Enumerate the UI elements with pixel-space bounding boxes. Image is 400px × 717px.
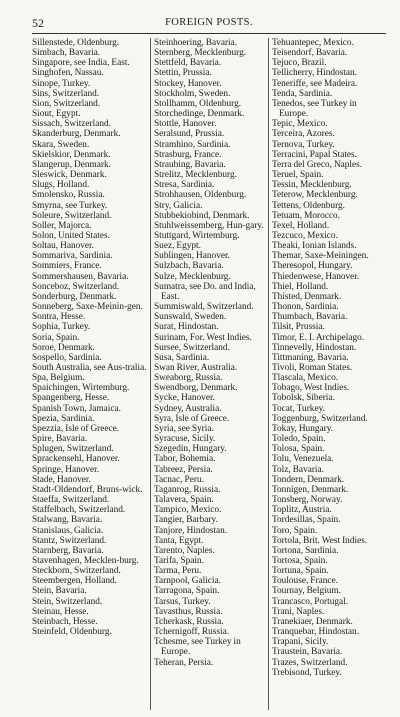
- place-entry: Skara, Sweden.: [32, 139, 90, 150]
- place-entry: Tolu, Venezuela.: [272, 454, 334, 465]
- place-entry: Susa, Sardinia.: [154, 352, 210, 363]
- place-entry: Traustein, Bavaria.: [272, 647, 343, 658]
- place-entry: Sleswick, Denmark.: [32, 170, 107, 181]
- place-entry: Tolz, Bavaria.: [272, 464, 324, 475]
- place-entry: Sursee, Switzerland.: [154, 342, 230, 353]
- place-entry: Tampico, Mexico.: [154, 505, 222, 516]
- place-entry: Sommiers, France.: [32, 261, 102, 272]
- place-entry: Tarifa, Spain.: [154, 555, 204, 566]
- place-entry: Soleure, Switzerland.: [32, 210, 112, 221]
- place-entry: Strelitz, Mecklenburg.: [154, 170, 237, 181]
- place-entry: Smolensko, Russia.: [32, 190, 105, 201]
- place-entry: Simbach, Bavaria.: [32, 48, 101, 59]
- place-entry: Tonsberg, Norway.: [272, 495, 343, 506]
- place-entry: Sonderburg, Denmark.: [32, 291, 117, 302]
- place-entry: Sycke, Hanover.: [154, 393, 215, 404]
- place-entry: Tordesillas, Spain.: [272, 515, 341, 526]
- place-entry: Themar, Saxe-Meiningen.: [272, 251, 369, 262]
- place-entry: Stettin, Prussia.: [154, 68, 212, 79]
- place-entry: Tenda, Sardinia.: [272, 88, 333, 99]
- place-entry: Sydney, Australia.: [154, 403, 222, 414]
- place-entry: Summiswald, Switzerland.: [154, 302, 254, 313]
- place-entry: Teneriffe, see Madeira.: [272, 78, 358, 89]
- place-entry: Spire, Bavaria.: [32, 434, 88, 445]
- place-entry: Talavera, Spain.: [154, 495, 214, 506]
- place-entry: Teisendorf, Bavaria.: [272, 48, 348, 59]
- place-entry: Sissach, Switzerland.: [32, 119, 111, 130]
- place-entry: Steinfeld, Oldenburg.: [32, 627, 112, 638]
- place-entry: Tchesme, see Turkey in Europe.: [154, 637, 241, 658]
- place-entry: Toplitz, Austria.: [272, 505, 332, 516]
- place-entry: Slugs, Holland.: [32, 180, 90, 191]
- place-entry: Singapore, see India, East.: [32, 58, 130, 69]
- place-entry: Tranekiaer, Denmark.: [272, 616, 353, 627]
- place-entry: Tacnac, Peru.: [154, 474, 204, 485]
- place-entry: Solon, United States.: [32, 230, 110, 241]
- place-entry: Soller, Majorca.: [32, 220, 92, 231]
- place-entry: Tarento, Naples.: [154, 545, 215, 556]
- place-entry: Siout, Egypt.: [32, 109, 81, 120]
- place-entry: Spezzia, Isle of Greece.: [32, 423, 120, 434]
- place-entry: Sumatra, see Do. and India, East.: [154, 281, 256, 302]
- place-entry: Trazes, Switzerland.: [272, 657, 348, 668]
- place-entry: Soria, Spain.: [32, 332, 80, 343]
- place-entry: Teheran, Persia.: [154, 657, 214, 668]
- column-2: [150, 38, 268, 710]
- place-entry: Stettfeld, Bavaria.: [154, 58, 222, 69]
- place-entry: Terceira, Azores.: [272, 129, 335, 140]
- place-entry: Terracini, Papal States.: [272, 149, 357, 160]
- place-entry: Theaki, Ionian Islands.: [272, 241, 357, 252]
- place-entry: Sulzbach, Bavaria.: [154, 261, 224, 272]
- place-entry: Tetuam, Morocco.: [272, 210, 340, 221]
- place-entry: Sunswald, Sweden.: [154, 312, 227, 323]
- place-entry: Stramhino, Sardinia.: [154, 139, 231, 150]
- place-entry: Trapani, Sicily.: [272, 637, 329, 648]
- place-entry: Sweaborg, Russia.: [154, 373, 223, 384]
- place-entry: Szegedin, Hungary.: [154, 444, 227, 455]
- place-entry: Sublingen, Hanover.: [154, 251, 230, 262]
- place-entry: Tolosa, Spain.: [272, 444, 325, 455]
- place-entry: Stein, Bavaria.: [32, 586, 87, 597]
- place-entry: Sospello, Sardinia.: [32, 352, 102, 363]
- place-entry: Stein, Switzerland.: [32, 596, 103, 607]
- place-entry: Steinhoering, Bavaria.: [154, 38, 238, 48]
- page-number: 52: [32, 16, 44, 30]
- place-entry: Sonneberg, Saxe-Meinin-gen.: [32, 302, 143, 313]
- place-entry: Tlascala, Mexico.: [272, 373, 339, 384]
- place-entry: Stottle, Hanover.: [154, 119, 217, 130]
- place-entry: Tarragona, Spain.: [154, 586, 220, 597]
- place-entry: Tranquebar, Hindostan.: [272, 627, 360, 638]
- place-entry: Tobago, West Indies.: [272, 383, 350, 394]
- place-entry: Surat, Hindostan.: [154, 322, 219, 333]
- place-entry: Thumbach, Bavaria.: [272, 312, 348, 323]
- place-entry: Sins, Switzerland.: [32, 88, 100, 99]
- place-entry: Starnberg, Bavaria.: [32, 545, 104, 556]
- place-entry: Tezcuco, Mexico.: [272, 230, 338, 241]
- gazetteer-columns: [32, 38, 386, 710]
- place-entry: Slangerup, Denmark.: [32, 159, 111, 170]
- place-entry: Sion, Switzerland.: [32, 98, 101, 109]
- place-entry: Steinbach, Hesse.: [32, 616, 98, 627]
- place-entry: Tournay, Belgium.: [272, 586, 341, 597]
- place-entry: Trancasco, Portugal.: [272, 596, 349, 607]
- place-entry: Stadt-Oldendorf, Bruns-wick.: [32, 484, 143, 495]
- place-entry: Terra del Greco, Naples.: [272, 159, 363, 170]
- place-entry: Toggenburg, Switzerland.: [272, 413, 368, 424]
- place-entry: Tellicherry, Hindostan.: [272, 68, 357, 79]
- place-entry: Soltau, Hanover.: [32, 241, 94, 252]
- column-3: [268, 38, 386, 710]
- place-entry: Syra, Isle of Greece.: [154, 413, 230, 424]
- place-entry: Tonnigen, Denmark.: [272, 484, 349, 495]
- place-entry: Stresa, Sardinia.: [154, 180, 215, 191]
- place-entry: Staffelbach, Switzerland.: [32, 505, 126, 516]
- place-entry: Teruel, Spain.: [272, 170, 324, 181]
- place-entry: Straubing, Bavaria.: [154, 159, 226, 170]
- place-entry: Tangier, Barbary.: [154, 515, 218, 526]
- place-entry: Toro, Spain.: [272, 525, 318, 536]
- place-entry: Tarnpool, Galicia.: [154, 576, 221, 587]
- place-entry: Strohhausen, Oldenburg.: [154, 190, 247, 201]
- place-entry: Thonon, Sardinia.: [272, 302, 339, 313]
- place-entry: Surinam, For. West Indies.: [154, 332, 252, 343]
- place-entry: Staeffa, Switzerland.: [32, 495, 110, 506]
- place-entry: Sophia, Turkey.: [32, 322, 91, 333]
- place-entry: Tehuantepec, Mexico.: [272, 38, 354, 48]
- place-entry: Tivoli, Roman States.: [272, 363, 353, 373]
- place-entry: Steinau, Hesse.: [32, 606, 89, 617]
- place-entry: Stade, Hanover.: [32, 474, 91, 485]
- place-entry: Soroe, Denmark.: [32, 342, 95, 353]
- place-entry: Swan River, Australia.: [154, 363, 238, 373]
- place-entry: Tondern, Denmark.: [272, 474, 345, 485]
- place-entry: Seralsund, Prussia.: [154, 129, 225, 140]
- place-entry: Tessin, Mecklenburg.: [272, 180, 352, 191]
- place-entry: Spezia, Sardinia.: [32, 413, 95, 424]
- place-entry: Thiedenwese, Hanover.: [272, 271, 360, 282]
- place-entry: Sonceboz, Switzerland.: [32, 281, 120, 292]
- place-entry: Stry, Galicia.: [154, 200, 203, 211]
- place-entry: Stalwang, Bavaria.: [32, 515, 103, 526]
- page-header: [32, 16, 386, 30]
- place-entry: Skanderburg, Denmark.: [32, 129, 121, 140]
- place-entry: Stollhamm, Oldenburg.: [154, 98, 242, 109]
- place-entry: Tilsit, Prussia.: [272, 322, 325, 333]
- place-entry: Spangenberg, Hesse.: [32, 393, 110, 404]
- place-entry: Toulouse, France.: [272, 576, 338, 587]
- place-entry: Tabor, Bohemia.: [154, 454, 216, 465]
- place-entry: Sommershausen, Bavaria.: [32, 271, 129, 282]
- place-entry: Strasburg, France.: [154, 149, 222, 160]
- place-entry: Texel, Holland.: [272, 220, 330, 231]
- place-entry: Tortosa, Spain.: [272, 555, 328, 566]
- place-entry: Singhofen, Nassau.: [32, 68, 104, 79]
- place-entry: Spa, Belgium.: [32, 373, 85, 384]
- place-entry: Tejuco, Brazil.: [272, 58, 327, 69]
- place-entry: Tanta, Egypt.: [154, 535, 204, 546]
- place-entry: Tabreez, Persia.: [154, 464, 213, 475]
- place-entry: Tocat, Turkey.: [272, 403, 325, 414]
- place-entry: Tcherkask, Russia.: [154, 616, 224, 627]
- place-entry: Tinnevelly, Hindostan.: [272, 342, 357, 353]
- place-entry: Springe, Hanover.: [32, 464, 100, 475]
- place-entry: Stockey, Hanover.: [154, 78, 222, 89]
- place-entry: Tortola, Brit. West Indies.: [272, 535, 368, 546]
- place-entry: Tepic, Mexico.: [272, 119, 328, 130]
- place-entry: Stockholm, Sweden.: [154, 88, 231, 99]
- place-entry: Tarma, Peru.: [154, 566, 202, 577]
- place-entry: Tobolsk, Siberia.: [272, 393, 335, 404]
- place-entry: Stubbekiobind, Denmark.: [154, 210, 250, 221]
- place-entry: Spanish Town, Jamaica.: [32, 403, 121, 414]
- place-entry: Tarsus, Turkey.: [154, 596, 211, 607]
- place-entry: Sternberg, Mecklenburg.: [154, 48, 247, 59]
- column-1: [32, 38, 150, 710]
- place-entry: Stantz, Switzerland.: [32, 535, 107, 546]
- place-entry: Thiel, Holland.: [272, 281, 329, 292]
- place-entry: Skielskior, Denmark.: [32, 149, 111, 160]
- place-entry: Tittmaning, Bavaria.: [272, 352, 349, 363]
- place-entry: Stanislaus, Galicia.: [32, 525, 104, 536]
- place-entry: Thisted, Denmark.: [272, 291, 342, 302]
- place-entry: Tortuna, Spain.: [272, 566, 329, 577]
- place-entry: Tchernigoff, Russia.: [154, 627, 230, 638]
- place-entry: Tenedos, see Turkey in Europe.: [272, 98, 357, 120]
- place-entry: Ternova, Turkey.: [272, 139, 335, 150]
- place-entry: Stuhlweissemberg, Hun-gary.: [154, 220, 264, 231]
- place-entry: Sinope, Turkey.: [32, 78, 91, 89]
- place-entry: Swendborg, Denmark.: [154, 383, 238, 394]
- place-entry: Tettens, Oldenburg.: [272, 200, 345, 211]
- place-entry: Smyrna, see Turkey.: [32, 200, 108, 211]
- header-rule: [32, 33, 386, 34]
- place-entry: Theresopol, Hungary.: [272, 261, 353, 272]
- place-entry: Spaichingen, Wirtemburg.: [32, 383, 130, 394]
- place-entry: Tanjore, Hindostan.: [154, 525, 228, 536]
- place-entry: Tavasthus, Russia.: [154, 606, 223, 617]
- place-entry: Stuttgard, Wirtemburg.: [154, 230, 240, 241]
- place-entry: Syracuse, Sicily.: [154, 434, 216, 445]
- place-entry: Taganrog, Russia.: [154, 484, 221, 495]
- place-entry: Suez, Egypt.: [154, 241, 201, 252]
- place-entry: Trani, Naples.: [272, 606, 325, 617]
- place-entry: Sulze, Mecklenburg.: [154, 271, 231, 282]
- place-entry: Teterow, Mecklenburg.: [272, 190, 358, 201]
- place-entry: Trebisond, Turkey.: [272, 667, 342, 678]
- place-entry: Sprackensehl, Hanover.: [32, 454, 120, 465]
- running-title: FOREIGN POSTS.: [165, 17, 253, 28]
- place-entry: Toledo, Spain.: [272, 434, 326, 445]
- place-entry: Splugen, Switzerland.: [32, 444, 114, 455]
- place-entry: Sillenstede, Oldenburg.: [32, 38, 120, 48]
- place-entry: Storchedinge, Denmark.: [154, 109, 245, 120]
- place-entry: Tokay, Hungary.: [272, 423, 334, 434]
- place-entry: Tortona, Sardinia.: [272, 545, 339, 556]
- place-entry: Timor, E. I. Archipelago.: [272, 332, 365, 343]
- place-entry: Sommariva, Sardinia.: [32, 251, 113, 262]
- place-entry: Stavenhagen, Mecklen-burg.: [32, 555, 139, 566]
- place-entry: Syria, see Syria.: [154, 423, 214, 434]
- place-entry: Steembergen, Holland.: [32, 576, 117, 587]
- place-entry: South Australia, see Aus-tralia.: [32, 363, 147, 373]
- place-entry: Steckborn, Switzerland.: [32, 566, 121, 577]
- place-entry: Sontra, Hesse.: [32, 312, 86, 323]
